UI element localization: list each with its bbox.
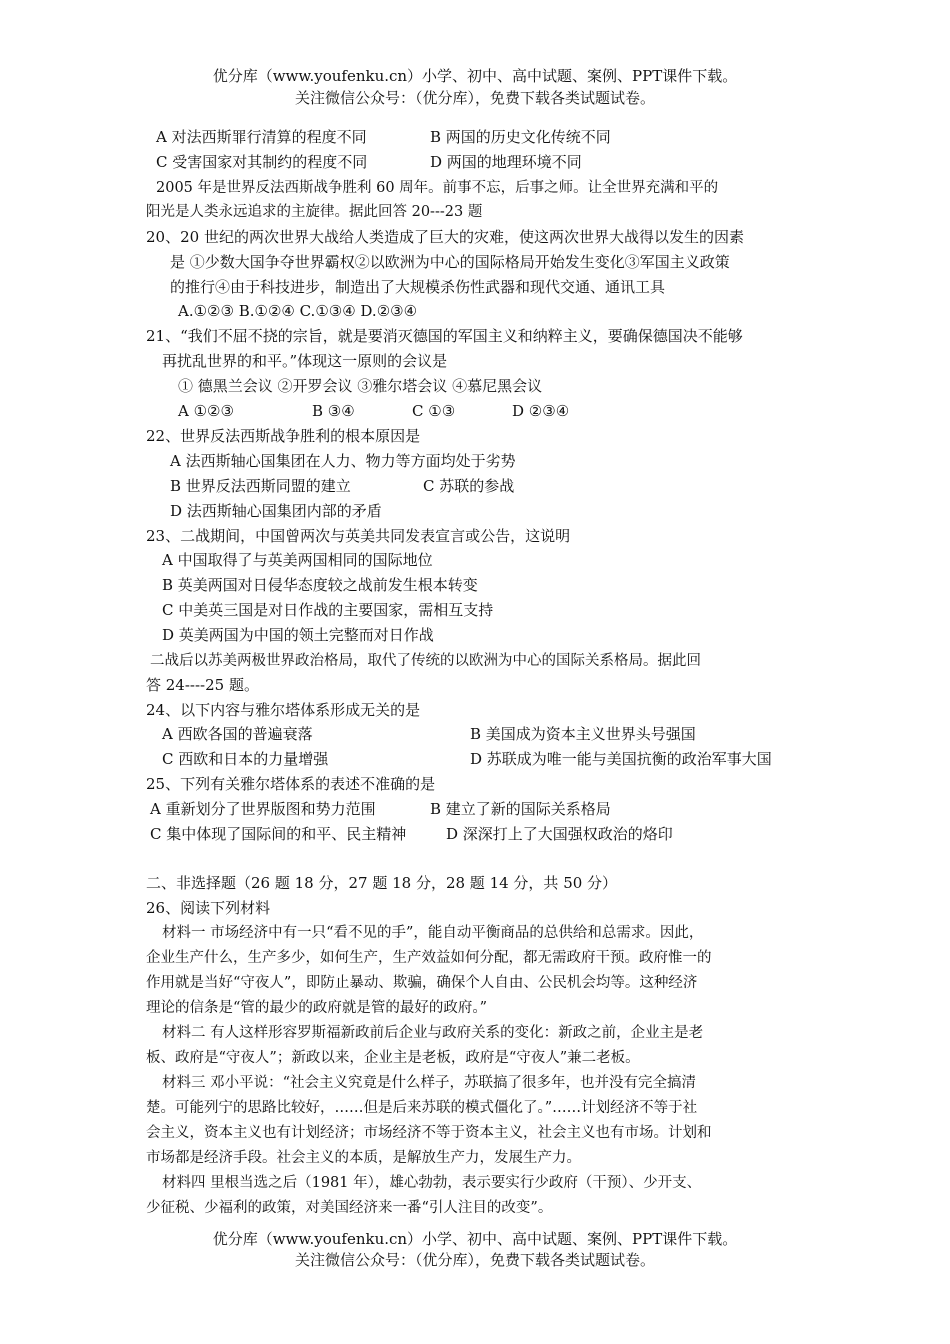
material-2-line-1: 材料二 有人这样形容罗斯福新政前后企业与政府关系的变化：新政之前，企业主是老 bbox=[162, 1025, 704, 1041]
q21-option-c: C ①③ bbox=[412, 402, 456, 420]
q24-option-d: D 苏联成为唯一能与美国抗衡的政治军事大国 bbox=[470, 750, 772, 768]
q24-stem: 24、以下内容与雅尔塔体系形成无关的是 bbox=[146, 701, 421, 719]
q21-option-a: A ①②③ bbox=[178, 402, 234, 420]
intro-20-23-line-2: 阳光是人类永远追求的主旋律。据此回答 20---23 题 bbox=[146, 204, 483, 220]
q21-option-b: B ③④ bbox=[312, 402, 355, 420]
material-4-line-1: 材料四 里根当选之后（1981 年），雄心勃勃，表示要实行少政府（干预）、少开支、 bbox=[162, 1175, 702, 1191]
q22-option-d: D 法西斯轴心国集团内部的矛盾 bbox=[170, 502, 382, 520]
intro-24-25-line-1: 二战后以苏美两极世界政治格局，取代了传统的以欧洲为中心的国际关系格局。据此回 bbox=[150, 653, 701, 669]
material-4-line-2: 少征税、少福利的政策，对美国经济来一番“引人注目的改变”。 bbox=[146, 1200, 553, 1216]
q25-option-d: D 深深打上了大国强权政治的烙印 bbox=[446, 825, 673, 843]
q19-option-a: A 对法西斯罪行清算的程度不同 bbox=[156, 128, 367, 146]
section-2-title: 二、非选择题（26 题 18 分，27 题 18 分，28 题 14 分，共 50 分） bbox=[146, 874, 618, 892]
material-3-line-2: 楚。可能列宁的思路比较好，……但是后来苏联的模式僵化了。”……计划经济不等于社 bbox=[146, 1100, 698, 1116]
page-header-line-2: 关注微信公众号：（优分库），免费下载各类试题试卷。 bbox=[294, 89, 655, 107]
q22-option-a: A 法西斯轴心国集团在人力、物力等方面均处于劣势 bbox=[170, 452, 516, 470]
material-3-line-1: 材料三 邓小平说：“社会主义究竟是什么样子，苏联搞了很多年，也并没有完全搞清 bbox=[162, 1075, 697, 1091]
q23-option-c: C 中美英三国是对日作战的主要国家，需相互支持 bbox=[162, 601, 494, 619]
material-1-line-3: 作用就是当好“守夜人”，即防止暴动、欺骗，确保个人自由、公民机会均等。这种经济 bbox=[146, 975, 698, 991]
q21-option-d: D ②③④ bbox=[512, 402, 570, 420]
q19-option-d: D 两国的地理环境不同 bbox=[430, 153, 582, 171]
q21-items: ① 德黑兰会议 ②开罗会议 ③雅尔塔会议 ④慕尼黑会议 bbox=[178, 377, 543, 395]
q23-option-b: B 英美两国对日侵华态度较之战前发生根本转变 bbox=[162, 576, 478, 594]
q20-stem-line-3: 的推行④由于科技进步，制造出了大规模杀伤性武器和现代交通、通讯工具 bbox=[170, 278, 666, 296]
q20-stem-line-2: 是 ①少数大国争夺世界霸权②以欧洲为中心的国际格局开始发生变化③军国主义政策 bbox=[170, 253, 730, 271]
page-footer-line-1: 优分库（www.youfenku.cn）小学、初中、高中试题、案例、PPT课件下载。 bbox=[212, 1230, 738, 1248]
q22-option-c: C 苏联的参战 bbox=[423, 477, 515, 495]
q20-stem-line-1: 20、20 世纪的两次世界大战给人类造成了巨大的灾难，使这两次世界大战得以发生的因素 bbox=[146, 228, 744, 246]
page-footer-line-2: 关注微信公众号：（优分库），免费下载各类试题试卷。 bbox=[294, 1251, 655, 1269]
q24-option-b: B 美国成为资本主义世界头号强国 bbox=[470, 725, 696, 743]
material-1-line-1: 材料一 市场经济中有一只“看不见的手”，能自动平衡商品的总供给和总需求。因此， bbox=[162, 925, 704, 941]
q23-stem: 23、二战期间，中国曾两次与英美共同发表宣言或公告，这说明 bbox=[146, 527, 571, 545]
q19-option-c: C 受害国家对其制约的程度不同 bbox=[156, 153, 368, 171]
q25-stem: 25、下列有关雅尔塔体系的表述不准确的是 bbox=[146, 775, 436, 793]
intro-24-25-line-2: 答 24----25 题。 bbox=[146, 676, 259, 694]
material-3-line-4: 市场都是经济手段。社会主义的本质，是解放生产力，发展生产力。 bbox=[146, 1150, 581, 1166]
material-1-line-2: 企业生产什么，生产多少，如何生产，生产效益如何分配，都无需政府干预。政府惟一的 bbox=[146, 950, 712, 966]
material-2-line-2: 板、政府是“守夜人”；新政以来，企业主是老板，政府是“守夜人”兼二老板。 bbox=[146, 1050, 640, 1066]
material-1-line-4: 理论的信条是“管的最少的政府就是管的最好的政府。” bbox=[146, 1000, 488, 1016]
q26-stem: 26、阅读下列材料 bbox=[146, 899, 271, 917]
q25-option-b: B 建立了新的国际关系格局 bbox=[430, 800, 611, 818]
q21-stem-line-2: 再扰乱世界的和平。”体现这一原则的会议是 bbox=[162, 352, 448, 370]
q22-option-b: B 世界反法西斯同盟的建立 bbox=[170, 477, 351, 495]
q21-stem-line-1: 21、“我们不屈不挠的宗旨，就是要消灭德国的军国主义和纳粹主义，要确保德国决不能够 bbox=[146, 327, 743, 345]
q23-option-a: A 中国取得了与英美两国相同的国际地位 bbox=[162, 551, 433, 569]
q23-option-d: D 英美两国为中国的领土完整而对日作战 bbox=[162, 626, 434, 644]
q22-stem: 22、世界反法西斯战争胜利的根本原因是 bbox=[146, 427, 421, 445]
q20-options: A.①②③ B.①②④ C.①③④ D.②③④ bbox=[178, 302, 418, 320]
q19-option-b: B 两国的历史文化传统不同 bbox=[430, 128, 611, 146]
intro-20-23-line-1: 2005 年是世界反法西斯战争胜利 60 周年。前事不忘，后事之师。让全世界充满和平的 bbox=[156, 180, 719, 196]
material-3-line-3: 会主义，资本主义也有计划经济；市场经济不等于资本主义，社会主义也有市场。计划和 bbox=[146, 1125, 712, 1141]
q24-option-c: C 西欧和日本的力量增强 bbox=[162, 750, 329, 768]
q24-option-a: A 西欧各国的普遍衰落 bbox=[162, 725, 313, 743]
q25-option-c: C 集中体现了国际间的和平、民主精神 bbox=[150, 825, 407, 843]
q25-option-a: A 重新划分了世界版图和势力范围 bbox=[150, 800, 376, 818]
page-header-line-1: 优分库（www.youfenku.cn）小学、初中、高中试题、案例、PPT课件下载。 bbox=[212, 67, 738, 85]
